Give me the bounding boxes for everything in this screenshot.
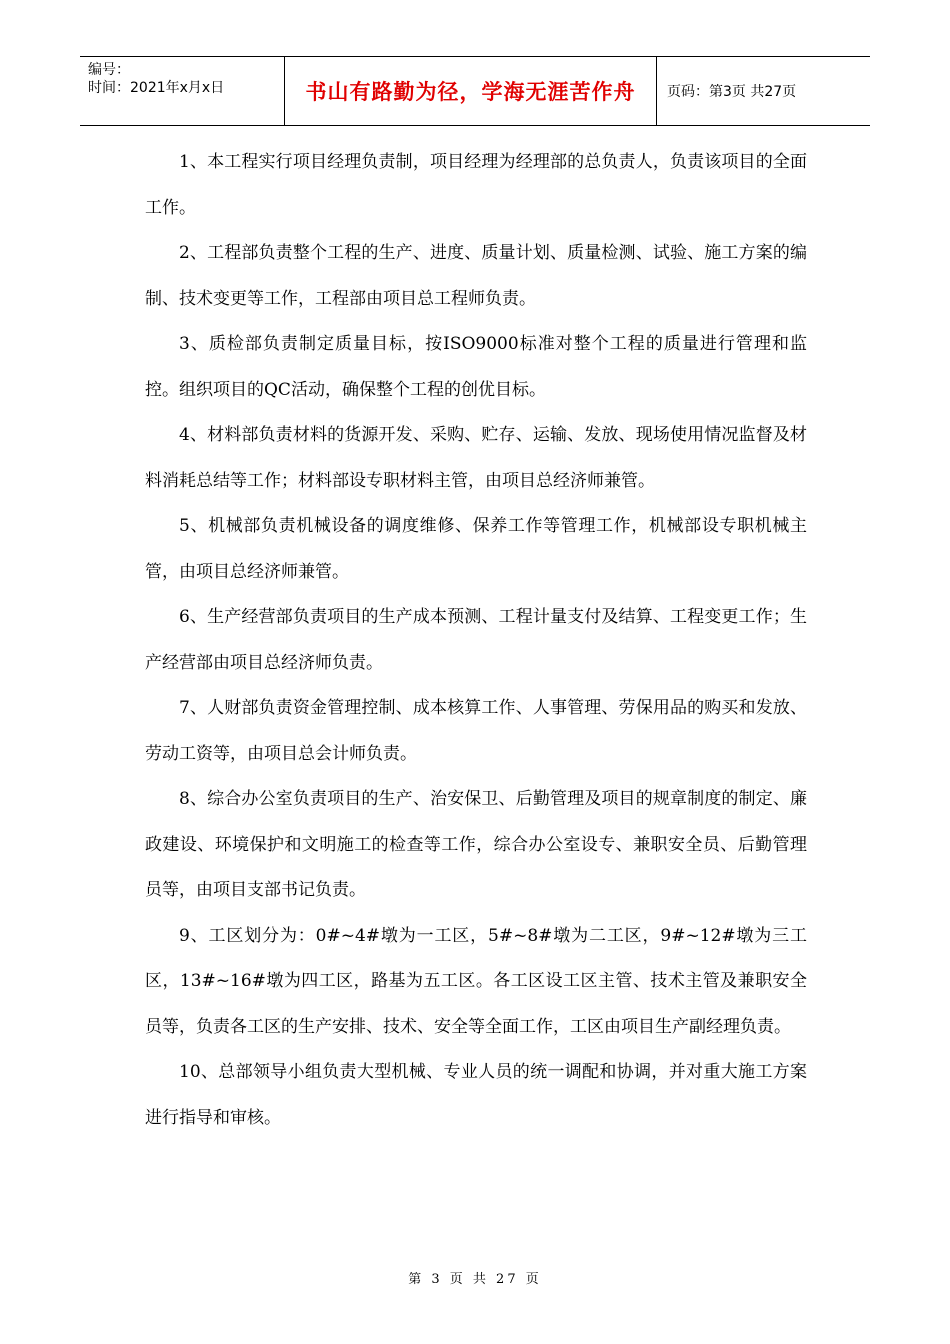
document-header: [80, 56, 870, 126]
number-label: 编号：: [88, 62, 130, 78]
document-body: [145, 140, 807, 1141]
page-footer: 第 3 页 共 27 页: [408, 1272, 542, 1287]
motto: 书山有路勤为径，学海无涯苦作舟: [285, 57, 657, 125]
paragraph-1: 1、本工程实行项目经理负责制，项目经理为经理部的总负责人，负责该项目的全面工作。: [145, 152, 807, 218]
page-info: 页码：第3页 共27页: [667, 84, 797, 100]
paragraph-8: 8、综合办公室负责项目的生产、治安保卫、后勤管理及项目的规章制度的制定、廉政建设、环境保护和文明施工的检查等工作，综合办公室设专、兼职安全员、后勤管理员等，由项目支部书记负责。: [145, 789, 807, 900]
paragraph-5: 5、机械部负责机械设备的调度维修、保养工作等管理工作，机械部设专职机械主管，由项目总经济师兼管。: [145, 516, 807, 582]
paragraph-9: 9、工区划分为：0#~4#墩为一工区，5#~8#墩为二工区，9#~12#墩为三工区，13#~16#墩为四工区，路基为五工区。各工区设工区主管、技术主管及兼职安全员等，负责各工区的生产安排、技术、安全等全面工作，工区由项目生产副经理负责。: [145, 925, 807, 1037]
paragraph-10: 10、总部领导小组负责大型机械、专业人员的统一调配和协调，并对重大施工方案进行指导和审核。: [145, 1062, 807, 1128]
paragraph-2: 2、工程部负责整个工程的生产、进度、质量计划、质量检测、试验、施工方案的编制、技术变更等工作，工程部由项目总工程师负责。: [145, 243, 807, 309]
date-line: 时间：2021年x月x日: [88, 80, 225, 96]
paragraph-4: 4、材料部负责材料的货源开发、采购、贮存、运输、发放、现场使用情况监督及材料消耗总结等工作；材料部设专职材料主管，由项目总经济师兼管。: [145, 425, 807, 491]
paragraph-7: 7、人财部负责资金管理控制、成本核算工作、人事管理、劳保用品的购买和发放、劳动工资等，由项目总会计师负责。: [145, 698, 807, 764]
paragraph-6: 6、生产经营部负责项目的生产成本预测、工程计量支付及结算、工程变更工作；生产经营部由项目总经济师负责。: [145, 607, 807, 673]
paragraph-3: 3、质检部负责制定质量目标，按ISO9000标准对整个工程的质量进行管理和监控。组织项目的QC活动，确保整个工程的创优目标。: [145, 334, 807, 400]
header-left-cell: [80, 57, 285, 125]
